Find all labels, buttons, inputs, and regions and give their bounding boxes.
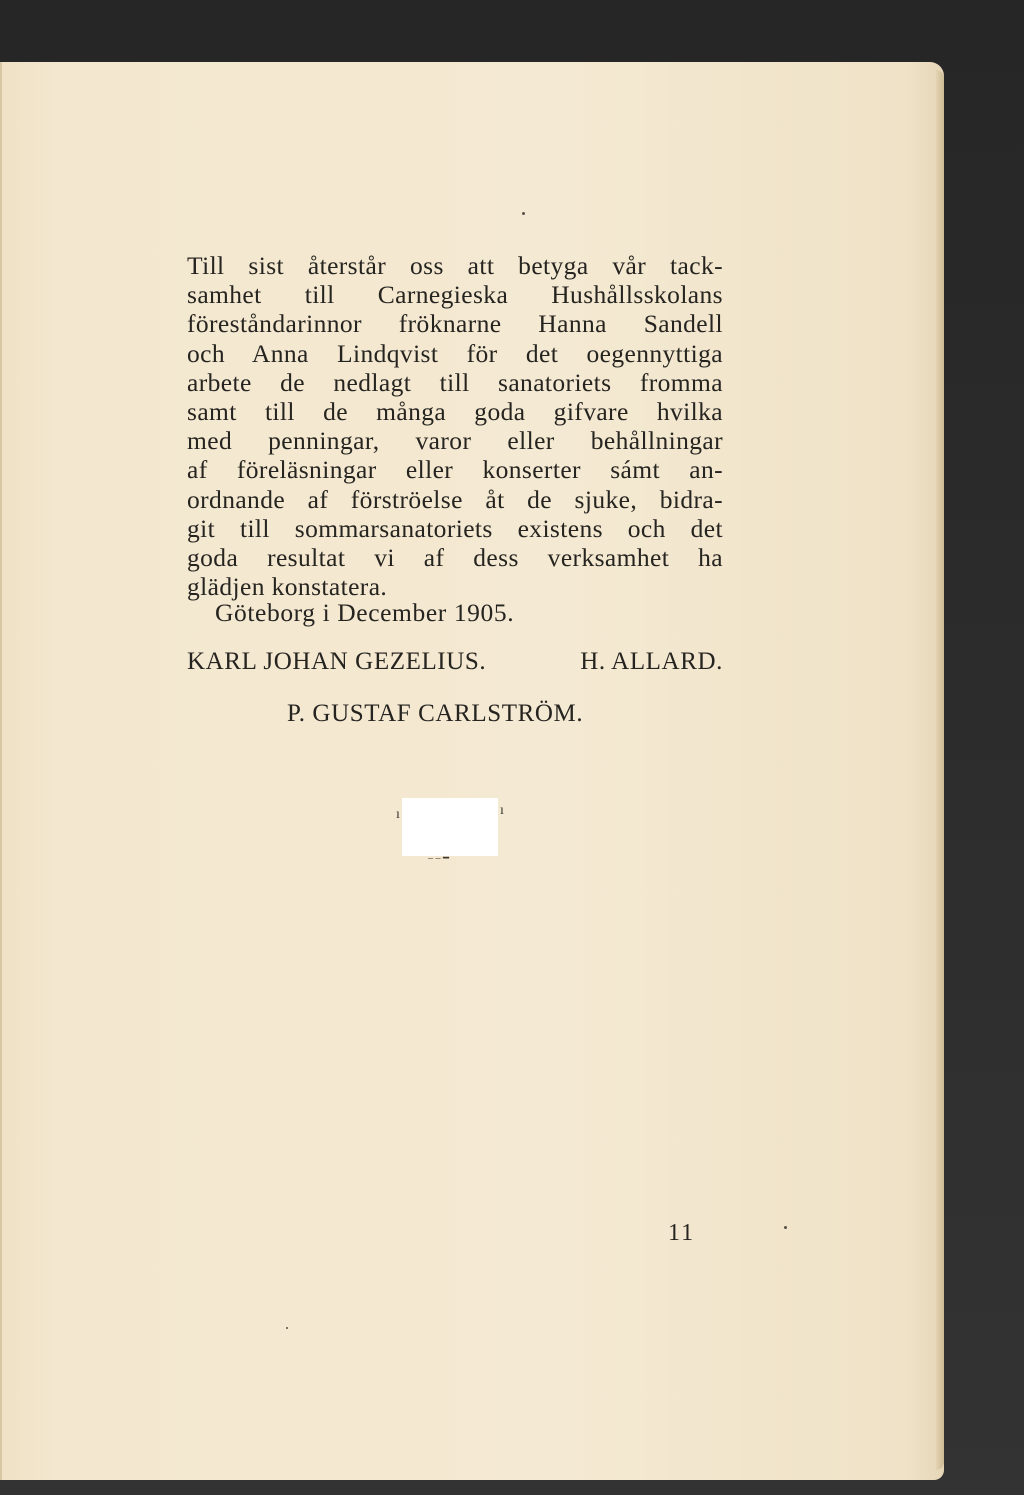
- paragraph-line: Till sist återstår oss att betyga vår tack-: [187, 251, 723, 280]
- paragraph-line: samhet till Carnegieska Hushållsskolans: [187, 280, 723, 310]
- signature-center: P. GUSTAF CARLSTRÖM.: [287, 700, 584, 727]
- paragraph-line: af föreläsningar eller konserter sámt an-: [187, 455, 723, 485]
- signature-row: [187, 648, 723, 676]
- page-edge: [936, 70, 944, 1470]
- paragraph-line: arbete de nedlagt till sanatoriets fromma: [187, 367, 723, 397]
- paragraph-line: ordnande af förströelse åt de sjuke, bidra-: [187, 484, 723, 514]
- paper-speck: [286, 1327, 288, 1329]
- paper-speck: [522, 212, 525, 215]
- paragraph-line: med penningar, varor eller behållningar: [187, 426, 723, 456]
- stamp-fragment: ‒ ‒ ━: [428, 853, 450, 864]
- paper-speck: [784, 1226, 787, 1229]
- signature-left: KARL JOHAN GEZELIUS.: [187, 648, 487, 675]
- dateline: Göteborg i December 1905.: [215, 598, 515, 627]
- redacted-stamp: [402, 798, 498, 856]
- paragraph-line: glädjen konstatera.: [187, 572, 388, 602]
- page-number: 11: [668, 1220, 696, 1246]
- signature-right: H. ALLARD.: [580, 648, 723, 675]
- paragraph-line: samt till de många goda gifvare hvilka: [187, 397, 723, 427]
- body-paragraph: [187, 251, 723, 601]
- paragraph-line: git till sommarsanatoriets existens och det: [187, 513, 723, 543]
- stamp-fragment: ı: [396, 807, 400, 822]
- stamp-fragment: ı: [500, 803, 504, 818]
- paragraph-line: goda resultat vi af dess verksamhet ha: [187, 543, 723, 573]
- paragraph-line: föreståndarinnor fröknarne Hanna Sandell: [187, 309, 723, 339]
- paragraph-line: och Anna Lindqvist för det oegennyttiga: [187, 338, 723, 368]
